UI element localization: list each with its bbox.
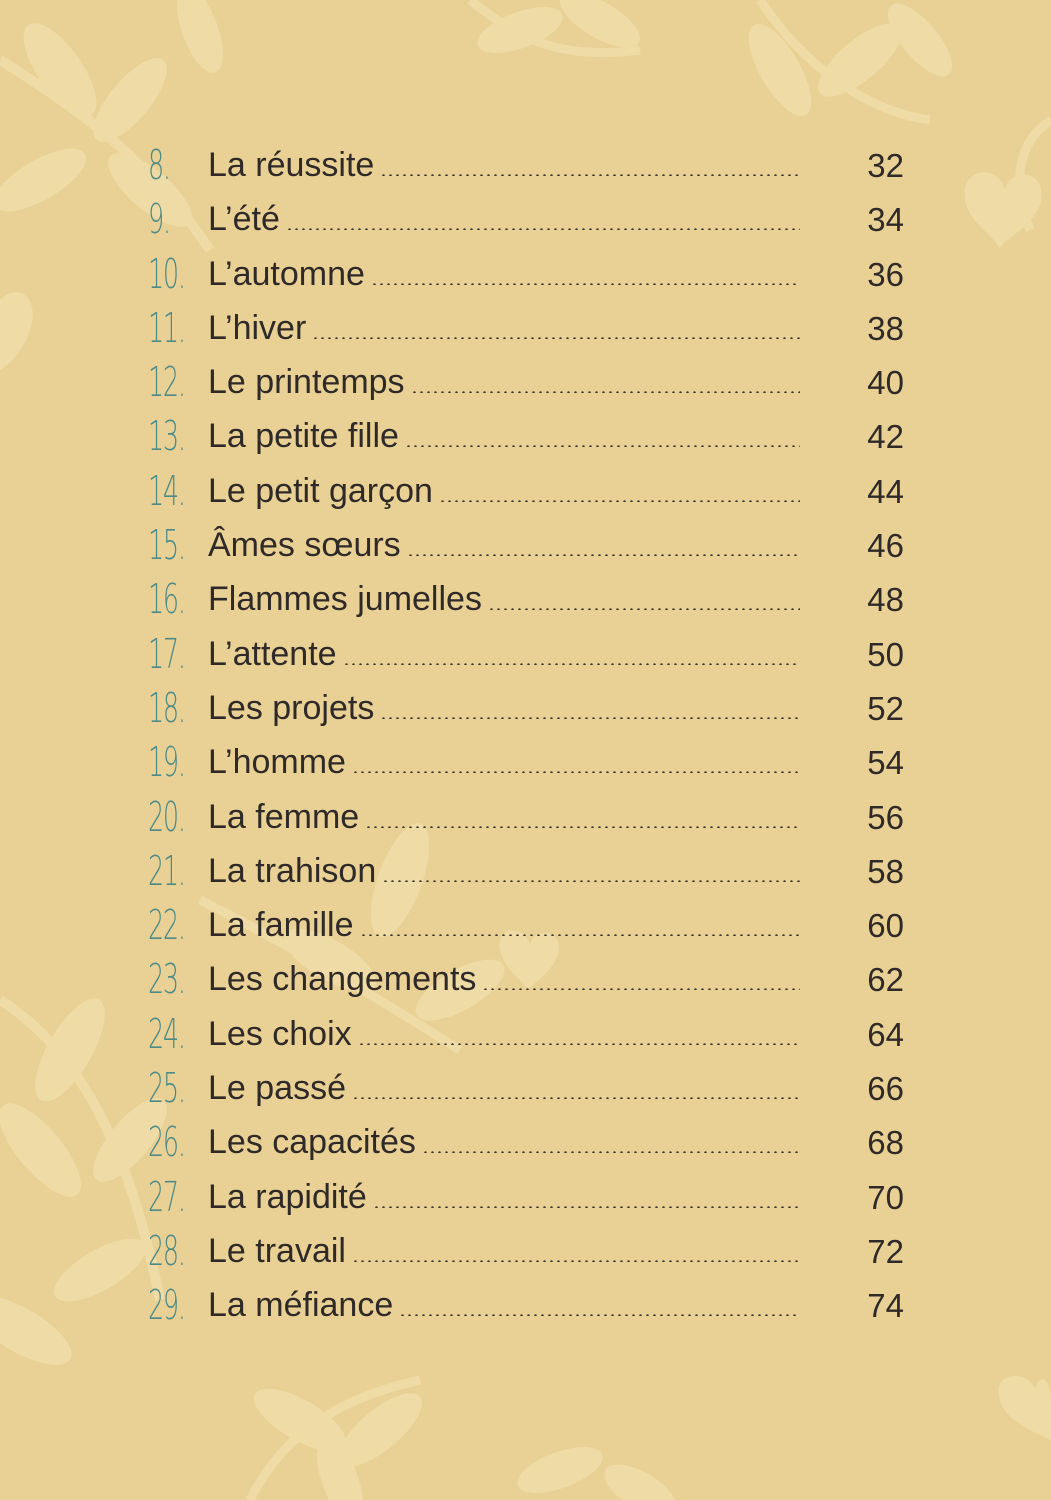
toc-entry[interactable]: [148, 301, 908, 355]
chapter-title-leader: [208, 464, 800, 518]
dot-leader: [439, 500, 800, 502]
chapter-title-leader: [208, 355, 800, 409]
chapter-title-leader: [208, 735, 800, 789]
chapter-title-leader: [208, 301, 800, 355]
chapter-title: Les choix: [208, 1014, 352, 1053]
dot-leader: [411, 391, 800, 393]
page-number: 72: [867, 1232, 904, 1270]
dot-leader: [482, 988, 800, 990]
chapter-title: Le printemps: [208, 363, 405, 402]
chapter-title: L’hiver: [208, 308, 307, 347]
toc-entry[interactable]: [148, 952, 908, 1006]
page-number: 32: [867, 147, 904, 184]
dot-leader: [407, 554, 800, 556]
chapter-number: 28.: [148, 1226, 185, 1275]
chapter-number: 21.: [148, 846, 185, 895]
chapter-title-leader: [208, 1061, 800, 1115]
chapter-number: 17.: [148, 629, 185, 678]
dot-leader: [352, 771, 800, 773]
dot-leader: [286, 228, 800, 230]
chapter-title-leader: [208, 409, 800, 463]
dot-leader: [380, 174, 800, 176]
chapter-title-leader: [208, 572, 800, 626]
page-number: 66: [867, 1070, 904, 1108]
page-number: 40: [867, 364, 904, 402]
chapter-title: La petite fille: [208, 417, 399, 456]
chapter-title: La rapidité: [208, 1177, 367, 1216]
dot-leader: [373, 1206, 800, 1208]
toc-entry[interactable]: [148, 464, 908, 518]
toc-entry[interactable]: [148, 898, 908, 952]
toc-entry[interactable]: [148, 844, 908, 898]
chapter-title: L’été: [208, 200, 280, 239]
dot-leader: [371, 283, 800, 285]
chapter-number: 19.: [148, 738, 185, 787]
page-number: 64: [867, 1015, 904, 1053]
chapter-title-leader: [208, 1115, 800, 1169]
dot-leader: [422, 1151, 800, 1153]
chapter-title-leader: [208, 247, 800, 301]
page-number: 34: [867, 201, 904, 239]
dot-leader: [360, 934, 800, 936]
chapter-title-leader: [208, 192, 800, 246]
chapter-number: 10.: [148, 249, 185, 298]
page-number: 50: [867, 635, 904, 673]
page-number: 52: [867, 689, 904, 727]
toc-entry[interactable]: [148, 355, 908, 409]
toc-entry[interactable]: [148, 1278, 908, 1332]
chapter-title: L’attente: [208, 634, 337, 673]
toc-entry[interactable]: [148, 572, 908, 626]
page-number: 42: [867, 418, 904, 456]
chapter-number: 25.: [148, 1064, 185, 1113]
chapter-title-leader: [208, 518, 800, 572]
chapter-title: Les capacités: [208, 1123, 416, 1162]
chapter-title: Le travail: [208, 1231, 346, 1270]
chapter-number: 15.: [148, 521, 185, 570]
chapter-title: Âmes sœurs: [208, 526, 401, 565]
page-number: 58: [867, 852, 904, 890]
dot-leader: [399, 1314, 800, 1316]
toc-entry[interactable]: [148, 1170, 908, 1224]
chapter-number: 12.: [148, 358, 185, 407]
chapter-title-leader: [208, 627, 800, 681]
chapter-title-leader: [208, 844, 800, 898]
toc-entry[interactable]: [148, 1007, 908, 1061]
page-number: 44: [867, 472, 904, 510]
chapter-number: 11.: [148, 303, 185, 352]
toc-entry[interactable]: [148, 138, 908, 192]
chapter-number: 24.: [148, 1009, 185, 1058]
chapter-number: 26.: [148, 1118, 185, 1167]
chapter-title: La réussite: [208, 146, 375, 184]
page-number: 46: [867, 527, 904, 565]
chapter-number: 22.: [148, 901, 185, 950]
toc-entry[interactable]: [148, 192, 908, 246]
chapter-title: La femme: [208, 797, 360, 836]
page-number: 48: [867, 581, 904, 619]
chapter-title: Le petit garçon: [208, 471, 433, 510]
chapter-title-leader: [208, 790, 800, 844]
chapter-title-leader: [208, 1278, 800, 1332]
chapter-title: Le passé: [208, 1069, 346, 1108]
chapter-title: Les changements: [208, 960, 477, 999]
chapter-number: 18.: [148, 683, 185, 732]
dot-leader: [405, 445, 800, 447]
toc-entry[interactable]: [148, 247, 908, 301]
dot-leader: [352, 1097, 800, 1099]
chapter-title: Flammes jumelles: [208, 580, 482, 619]
chapter-title-leader: [208, 1224, 800, 1278]
toc-entry[interactable]: [148, 1061, 908, 1115]
chapter-number: 27.: [148, 1172, 185, 1221]
toc-entry[interactable]: [148, 518, 908, 572]
chapter-number: 29.: [148, 1281, 185, 1330]
table-of-contents: [148, 138, 908, 1333]
page-number: 74: [867, 1287, 904, 1325]
chapter-number: 13.: [148, 412, 185, 461]
chapter-number: 16.: [148, 575, 185, 624]
toc-entry[interactable]: [148, 627, 908, 681]
toc-entry[interactable]: [148, 1115, 908, 1169]
chapter-title-leader: [208, 898, 800, 952]
chapter-title: L’automne: [208, 254, 365, 293]
chapter-title: Les projets: [208, 688, 375, 727]
dot-leader: [312, 337, 800, 339]
chapter-title-leader: [208, 1007, 800, 1061]
toc-entry[interactable]: [148, 735, 908, 789]
dot-leader: [352, 1260, 800, 1262]
page-number: 68: [867, 1124, 904, 1162]
dot-leader: [382, 880, 800, 882]
dot-leader: [358, 1043, 800, 1045]
dot-leader: [343, 663, 800, 665]
toc-entry[interactable]: [148, 409, 908, 463]
chapter-title: La famille: [208, 906, 354, 945]
chapter-number: 9.: [148, 195, 170, 244]
page-number: 70: [867, 1178, 904, 1216]
chapter-title: L’homme: [208, 743, 346, 782]
chapter-title-leader: [208, 138, 800, 192]
dot-leader: [380, 717, 800, 719]
page-number: 38: [867, 309, 904, 347]
chapter-number: 8.: [148, 141, 170, 189]
page-number: 60: [867, 907, 904, 945]
toc-entry[interactable]: [148, 790, 908, 844]
chapter-title-leader: [208, 952, 800, 1006]
page-number: 56: [867, 798, 904, 836]
chapter-title: La trahison: [208, 851, 377, 890]
dot-leader: [488, 608, 800, 610]
chapter-title-leader: [208, 1170, 800, 1224]
dot-leader: [365, 826, 800, 828]
toc-entry[interactable]: [148, 1224, 908, 1278]
chapter-number: 23.: [148, 955, 185, 1004]
page-number: 54: [867, 744, 904, 782]
chapter-number: 14.: [148, 466, 185, 515]
chapter-number: 20.: [148, 792, 185, 841]
page-number: 62: [867, 961, 904, 999]
page-number: 36: [867, 255, 904, 293]
chapter-title: La méfiance: [208, 1286, 394, 1325]
chapter-title-leader: [208, 681, 800, 735]
toc-entry[interactable]: [148, 681, 908, 735]
